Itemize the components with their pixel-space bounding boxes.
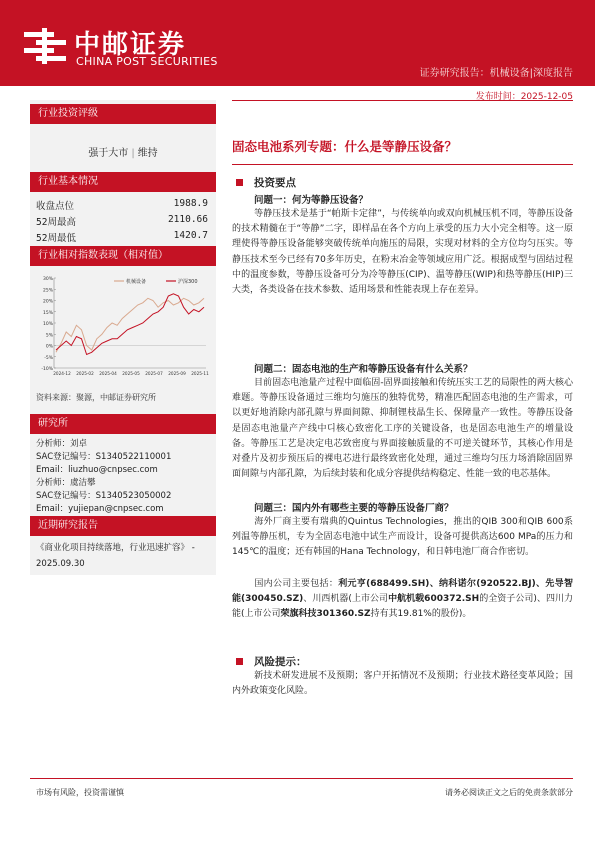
x-tick-label: 2025-04 [99,371,117,376]
analyst-sac-number: SAC登记编号：S1340523050002 [36,491,172,501]
info-value: 1988.9 [173,198,208,209]
x-tick-label: 2025-05 [122,371,140,376]
info-value: 1420.7 [173,230,208,241]
y-tick-label: 5% [45,333,53,339]
publish-date: 发布时间：2025-12-05 [475,92,573,102]
footer-disclaimer-right: 请务必阅读正文之后的免责条款部分 [445,788,573,797]
footer-divider [30,778,573,779]
x-tick-label: 2025-09 [168,371,186,376]
relative-index-chart [34,270,210,382]
basic-info-section-title: 行业基本情况 [30,172,216,192]
rating-section-title: 行业投资评级 [30,104,216,124]
y-tick-label: 20% [42,299,53,305]
document-type: 证券研究报告：机械设备|深度报告 [419,68,573,79]
chart-source: 资料来源：聚源，中邮证券研究所 [36,393,156,402]
y-tick-label: 0% [45,344,53,350]
analyst-name: 分析师：刘卓 [36,439,88,449]
analyst-email[interactable]: Email：yujiepan@cnpsec.com [36,504,164,514]
x-tick-label: 2024-12 [53,371,71,376]
y-tick-label: 30% [42,277,53,282]
x-tick-label: 2025-11 [191,371,209,376]
series-line-machinery [56,298,204,352]
section-heading-risk: 风险提示： [254,656,307,668]
brand-name-en: CHINA POST SECURITIES [76,55,218,68]
report-title: 固态电池系列专题：什么是等静压设备？ [232,139,458,154]
index-performance-section-title: 行业相对指数表现（相对值） [30,246,216,266]
footer-disclaimer-left: 市场有风险，投资需谨慎 [36,788,124,797]
question-1-paragraph: 等静压技术是基于“帕斯卡定律”，与传统单向或双向机械压机不同，等静压设备的技术精髓在于“等静”二字，即样品在各个方向上承受的压力大小完全相等。这一原理使得等静压设备能够突破传统单向施压的局限，实现对材料的全方位均匀压实。等静压技术至今已经有70多年历史，在粉末冶金等领域应用广泛。根据成型与固结过程中的温度参数，等静压设备可分为冷等静压(CIP)、温等静压(WIP)和热等静压(HIP)三大类，各类设备在技术参数、适用场景和性能表现上存在差异。 [232,209,573,296]
industry-rating: 强于大市 | 维持 [88,148,158,159]
section-bullet-icon [236,179,243,186]
info-row-close [36,198,208,212]
analyst-sac-number: SAC登记编号：S1340522110001 [36,452,172,462]
top-divider [232,100,573,101]
brand-name: 中邮证券 [74,30,187,60]
legend-label: 沪深300 [178,279,198,285]
risk-paragraph: 新技术研发进展不及预期；客户开拓情况不及预期；行业技术路径变革风险；国内外政策变化风险。 [232,671,573,697]
legend-label: 机械设备 [126,279,147,285]
x-tick-label: 2025-02 [76,371,94,376]
y-tick-label: 25% [42,288,53,294]
title-divider [232,164,573,165]
info-label: 52周最高 [36,217,76,228]
question-2-paragraph: 目前固态电池量产过程中面临固-固界面接触和传统压实工艺的局限性的两大核心难题。等静压设备通过三维均匀施压的独特优势，精准匹配固态电池的生产需求，可以更好地消除内部孔隙与界面间隙、抑制锂枝晶生长、保障量产一致性。等静压设备是固态电池量产产线中디核心致密化工序的关键设备，也是固态电池生产的增量设备。等静压工艺是决定电芯致密度与界面接触质量的不可逆关键环节，其核心作用是对叠片及初步预压后的裸电芯进行最终致密化处理，通过三维均匀压力场消除固固界面间隙与内部孔隙，为后续封装和化成分容提供结构稳定、性能一致的电芯基体。 [232,378,573,480]
rating-status: 维持 [137,148,158,159]
china-post-logo-icon [22,26,68,66]
y-tick-label: 10% [42,322,53,327]
info-value: 2110.66 [167,214,208,225]
info-label: 收盘点位 [36,201,75,212]
question-3-heading: 问题三：国内外有哪些主要的等静压设备厂商？ [254,503,454,514]
research-section-title: 研究所 [30,414,216,434]
y-tick-label: -10% [41,367,53,372]
section-heading-investment-points: 投资要点 [254,177,296,189]
domestic-companies-paragraph: 国内公司主要包括：利元亨(688499.SH)、纳科诺尔(920522.BJ)、先导智能(300450.SZ)、川西机器(上市公司中航机载600372.SH的全资子公司)、四川力能(上市公司荣旗科技301360.SZ持有其19.81%的股份)。 [232,579,574,620]
analyst-email[interactable]: Email：liuzhuo@cnpsec.com [36,465,158,475]
question-1-heading: 问题一：何为等静压设备？ [254,195,369,206]
info-row-52w-high [36,214,208,228]
x-tick-label: 2025-07 [145,371,163,376]
rating-value: 强于大市 [88,148,129,159]
recent-reports-section-title: 近期研究报告 [30,516,216,536]
y-tick-label: -5% [44,355,53,361]
y-tick-label: 15% [42,310,53,316]
info-row-52w-low [36,230,208,244]
question-3-paragraph: 海外厂商主要有瑞典的Quintus Technologies，推出的QIB 300和QIB 600系列温等静压机，专为全固态电池中试生产而设计，设备可提供高达600 MPa的压力和145℃的温度；还有韩国的Hana Technology，和日韩电池厂商合作密切。 [232,517,573,558]
analyst-name: 分析师：虞洁攀 [36,478,96,488]
recent-report-link[interactable]: 《商业化项目持续落地，行业迅速扩容》 - 2025.09.30 [36,543,195,569]
report-header [0,0,595,86]
info-label: 52周最低 [36,233,76,244]
section-bullet-icon [236,658,243,665]
question-2-heading: 问题二：固态电池的生产和等静压设备有什么关系？ [254,364,473,375]
